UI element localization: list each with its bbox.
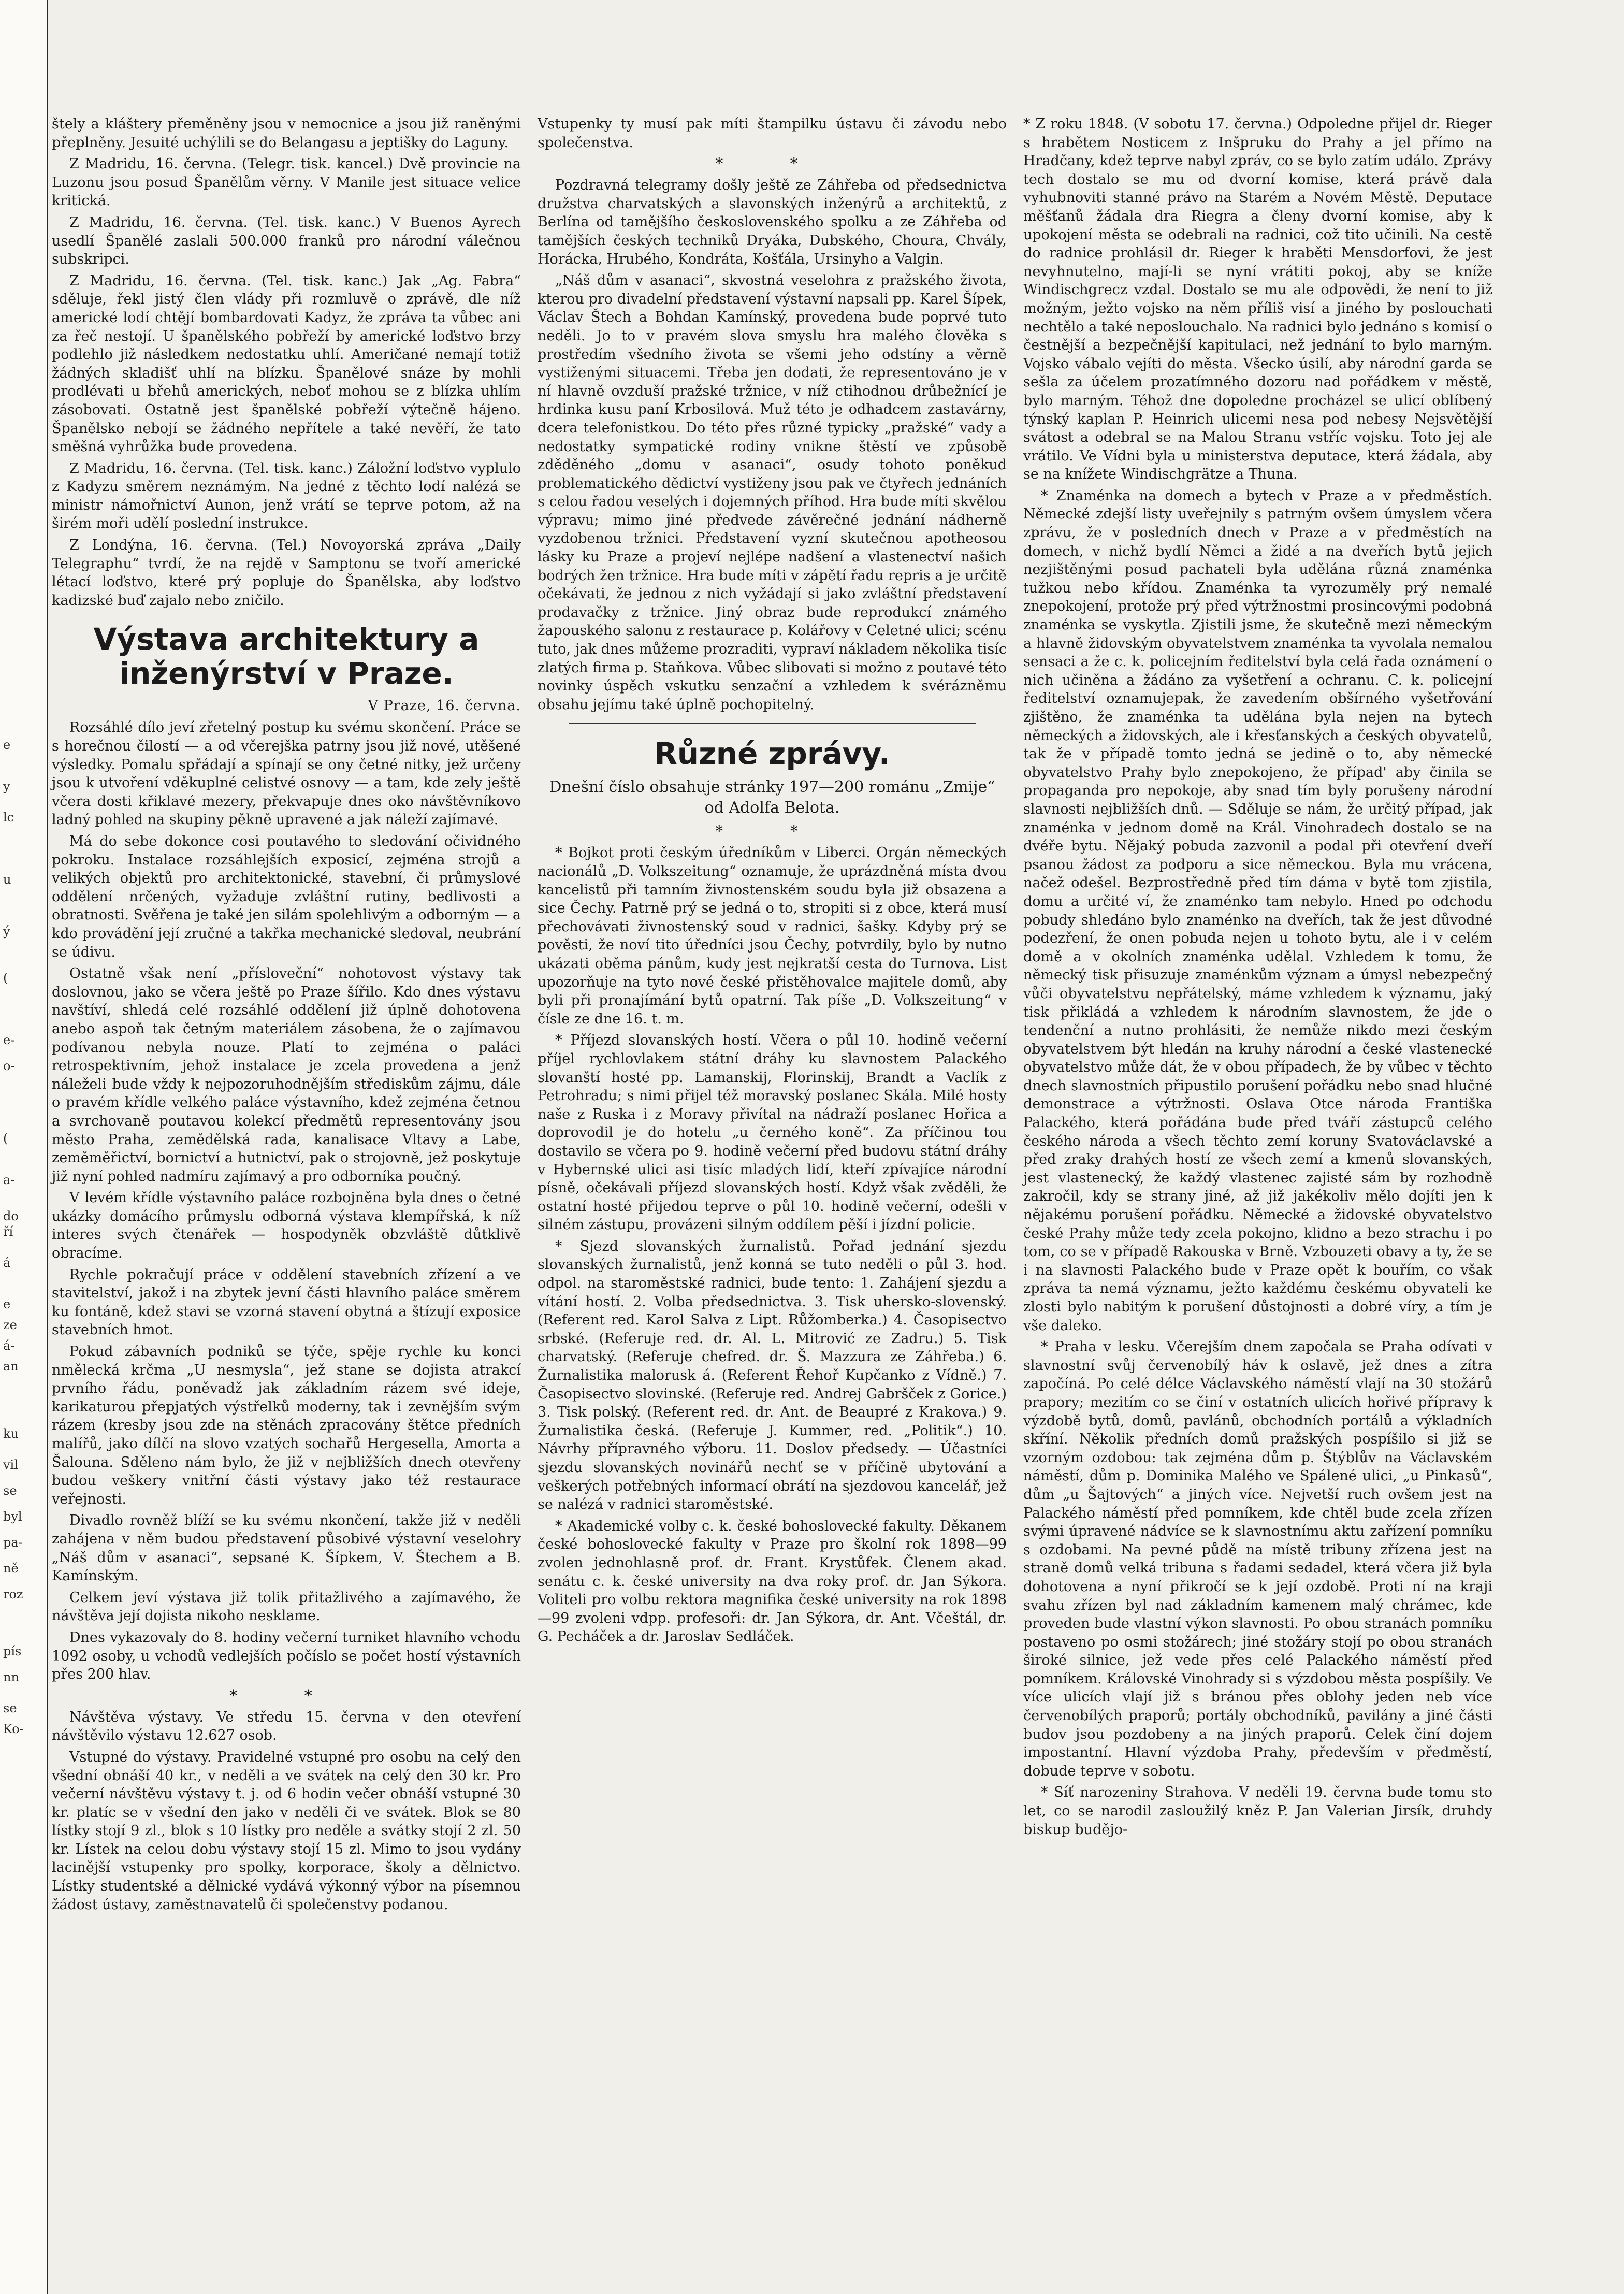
gutter-fragment: u (3, 872, 11, 887)
article-paragraph: * Z roku 1848. (V sobotu 17. června.) Odpoledne přijel dr. Rieger s hrabětem Nosticem z Inšpruku do Prahy a jel přímo na Hradčany, kdež teprve nabyl zpráv, co se bylo zatím událo. Zprávy tech dostalo se mu od dvorní komise, která právě dala vyhubnoviti stanné právo na Starém a Novém Městě. Deputace měšťanů žádala dra Riegra a členy dvorní komise, aby k upokojení města se odebrali na radnici, což tito učinili. Na cestě do radnice prohlásil dr. Rieger k hraběti Mensdorfovi, že jest nevyhnutelno, mají-li se nyní vrátiti pokoj, aby se kníže Windischgrecz vzdal. Dostalo se mu ale odpovědi, že není to již možným, ježto vojsko na něm příliš visí a jiného by poslouchati nechtělo a také neposlouchalo. Na radnici bylo jednáno s komisí o čestnější a bezpečnější kapitulaci, než jednání to bylo marným. Vojsko vábalo vejíti do města. Všecko úsilí, aby národní garda se sešla za účelem prozatímného dozoru nad pořádkem v městě, bylo marným. Téhož dne dopoledne procházel se ulicí oblíbený týnský kaplan P. Heinrich ulicemi nesa pod nebesy Nejsvětější svátost a odebral se na Malou Stranu vstříc vojsku. Toto jej ale vrátilo. Ve Vídni byla u ministerstva deputace, která žádala, aby se na knížete Windischgrätze a Thuna. (1023, 116, 1492, 483)
gutter-fragment: ( (3, 1131, 8, 1146)
article-paragraph: Má do sebe dokonce cosi poutavého to sledování očividného pokroku. Instalace rozsáhlejších exposicí, zejména strojů a velikých objektů pro architektonické, stavební, či průmyslové oddělení nrčených, vyžaduje zvláštní rutiny, bedlivosti a obratnosti. Svěřena je také jen silám spolehlivým a odborným — a kdo provádění její zručné a takřka mechanické sledoval, neubrání se údivu. (52, 833, 521, 960)
section-heading: Různé zprávy. (654, 736, 890, 772)
article-paragraph: Dnes vykazovaly do 8. hodiny večerní turniket hlavního vchodu 1092 osoby, u vchodů vedlejších počíslo se počet hostí výstavních přes 200 hlav. (52, 1629, 521, 1683)
article-paragraph: * Bojkot proti českým úředníkům v Liberci. Orgán německých nacionálů „D. Volkszeitung“ oznamuje, že uprázdněná místa dvou kancelistů při tamním živnostenském soudu byla již obsazena a sice Čechy. Patrně prý se jedná o to, stropiti si z obce, která musí přechovávati živnostenský soud v radnici, šašky. Kdyby prý se pověsti, že noví tito úředníci jsou Čechy, potvrdily, bylo by nutno ukázati oběma pánům, kudy jest nejkratší cesta do Turnova. List upozorňuje na tyto nové české přistěhovalce majitele domů, aby byli při pronajímání bytů opatrní. Tak píše „D. Volkszeitung“ v čísle ze dne 16. t. m. (538, 845, 1007, 1027)
gutter-fragment: do (3, 1209, 19, 1223)
gutter-fragment: nn (3, 1670, 19, 1684)
dateline: V Praze, 16. června. (368, 698, 521, 714)
article-paragraph: Rychle pokračují práce v oddělení stavebních zřízení a ve stavitelství, jakož i na zbytek jevní části hlavního paláce směrem ku fontáně, kdež stavi se vzorná stavení obytná a štízují exposice stavebních hmot. (52, 1266, 521, 1338)
newspaper-page (50, 115, 1495, 2264)
gutter-fragment: ze (3, 1318, 17, 1332)
article-paragraph: Z Madridu, 16. června. (Tel. tisk. kanc.) Jak „Ag. Fabra“ sděluje, řekl jistý člen vlády při rozmluvě o zprávě, dle níž americké lodí chtějí bombardovati Kadyz, že zpráva ta vůbec ani za řeč nestojí. U španělského pobřeží by americké loďstvo brzy podlehlo již následkem nedostatku uhlí. Američané nemají totiž žádných skladišť uhlí na blízku. Španělové snáze by mohli prodlévati u břehů amerických, neboť mohou se z blízka uhlím zásobovati. Ostatně jest španělské pobřeží výtečně hájeno. Španělsko nebojí se žádného nepřítele a také nevěří, že tato směšná vyhrůžka bude provedena. (52, 272, 521, 455)
section-separator: * * (715, 155, 829, 174)
article-paragraph: * Příjezd slovanských hostí. Včera o půl 10. hodině večerní příjel rychlovlakem státní dráhy ku slavnostem Palackého slovanští hosté pp. Lamanskij, Florinskij, Brandt a Vaclík z Petrohradu; s nimi přijel též moravský poslanec Skála. Milé hosty naše z Ruska i z Moravy přivítal na nádraží poslanec Hořica a doprovodil je do hotelu „u černého koně“. Za příčinou tou dostavilo se včera po 9. hodině večerní před budovu státní dráhy v Hybernské ulici asi tisíc mladých lidí, kteří zpívajíce národní písně, očekávali příjezd slovanských hostí. Když však zvěděli, že ostatní hosté přijedou teprve o půl 10. hodině večerní, odešli v silném zástupu, provázeni silným oddílem pěší i jízdní policie. (538, 1032, 1007, 1233)
article-paragraph: Vstupenky ty musí pak míti štampilku ústavu či závodu nebo společenstva. (538, 116, 1007, 151)
gutter-fragment: roz (3, 1587, 23, 1602)
gutter-fragment: e (3, 738, 11, 752)
gutter-fragment: ří (3, 1224, 13, 1239)
gutter-fragment: vil (3, 1458, 18, 1472)
gutter-fragment: pa- (3, 1535, 23, 1550)
column-right (1021, 115, 1495, 2264)
gutter-fragment: e- (3, 1033, 15, 1047)
horizontal-rule (569, 723, 976, 724)
gutter-fragment: ku (3, 1426, 19, 1441)
column-middle (535, 115, 1009, 2264)
gutter-fragment: an (3, 1359, 19, 1374)
gutter-fragment: ně (3, 1561, 19, 1576)
article-paragraph: Divadlo rovněž blíží se ku svému nkončení, takže již v neděli zahájena v něm budou představení působivé výstavní veselohry „Náš dům v asanaci“, sepsané K. Šípkem, V. Štechem a B. Kamínským. (52, 1512, 521, 1584)
article-paragraph: Rozsáhlé dílo jeví zřetelný postup ku svému skončení. Práce se s horečnou čilostí — a od včerejška patrny jsou již nové, utěšené výsledky. Pomalu spřádají a spínají se ony četné nitky, jež určeny jsou k utvoření vděkuplné celistvé osnovy — a tam, kde zely ještě včera dosti křiklavé mezery, překvapuje dnes oko návštěvníkovo ladný pohled na skupiny pěkně upravené a jak náleží zajímavé. (52, 719, 521, 828)
gutter-fragment: se (3, 1701, 17, 1715)
article-paragraph: Z Madridu, 16. června. (Tel. tisk. kanc.) Záložní loďstvo vyplulo z Kadyzu směrem neznámým. Na jedné z těchto lodí nalézá se ministr námořnictví Aunon, jenž vrátí se teprve potom, až na širém moři udělí poslední instrukce. (52, 460, 521, 532)
gutter-fragment: se (3, 1483, 17, 1498)
article-paragraph: Z Madridu, 16. června. (Tel. tisk. kanc.) V Buenos Ayrech usedlí Španělé zaslali 500.000 franků pro národní válečnou subskripci. (52, 214, 521, 268)
gutter-fragment: Ko- (3, 1722, 24, 1736)
article-paragraph: * Sjezd slovanských žurnalistů. Pořad jednání sjezdu slovanských žurnalistů, jenž konná se tuto neděli o půl 3. hod. odpol. na staroměstské radnici, bude tento: 1. Zahájení sjezdu a vítání hostí. 2. Volba předsednictva. 3. Tisk uhersko-slovenský. (Referent red. Karol Salva z Lipt. Růžomberka.) 4. Časopisectvo srbské. (Referuje red. dr. Al. L. Mitrović ze Zadru.) 5. Tisk charvatský. (Referuje chefred. dr. Š. Mazzura ze Záhřeba.) 6. Žurnalistika malorusk á. (Referent Řehoř Kupčanko z Vídně.) 7. Časopisectvo slovinské. (Referuje red. Andrej Gabršček z Gorice.) 3. Tisk polský. (Referent red. dr. Ant. de Beaupré z Krakova.) 9. Žurnalistika česká. (Referuje J. Kummer, red. „Politik“.) 10. Návrhy přípravného výboru. 11. Doslov předsedy. — Účastníci sjezdu slovanských novinářů nechť se v příčině ubytování a veškerých potřebných informací obrátí na sjezdovou kancelář, jež se nalézá v radnici staroměstské. (538, 1238, 1007, 1513)
article-paragraph: * Praha v lesku. Včerejším dnem započala se Praha odívati v slavnostní svůj červenobílý háv k oslavě, jež dnes a zítra započíná. Po celé délce Václavského náměstí vlají na 30 stožárů prapory; mezitím co se činí v ostatních ulicích hořivé přípravy k výzdobě bytů, domů, pavlánů, obchodních portálů a výkladních skříní. Několik předních domů pražských pospíšilo si již se vzorným ozdobou: tak zejména dům p. Štýblův na Václavském náměstí, dům p. Dominika Malého ve Spálené ulici, „u Pinkasů“, dům „u Šajtových“ a jiných více. Nejvetší ruch ovšem jest na Palackého náměstí před pomníkem, kde chtěl bude zcela zřízen svými úpravené nádvíce se k slavnostnímu aktu zařízení pomníku s ozdobami. Na pevné půdě na místě tribuny zřízena jest na straně domů velká tribuna s řadami sedadel, která včera již byla dohotovena a nyní přikročí se k její ozdobě. Proti ní na kraji svahu zřízen byl nad základním kamenem malý chrámec, kde proveden bude vlastní výkon slavnosti. Po obou stranách pomníku postaveno po osmi stožárech; jiné stožáry stojí po obou stranách široké silnice, jež vede přes celé Palackého náměstí před pomníkem. Královské Vinohrady si s výzdobou města pospíšily. Ve více ulicích vlají již s bránou přes oblohy jeden neb více červenobílých praporů; portály obchodníků, pavilány a jiné části budov jsou pozdobeny a na jiných praporů. Celek činí dojem impostantní. Hlavní výzdoba Prahy, především v předměstí, dobude teprve v sobotu. (1023, 1339, 1492, 1779)
gutter-fragment: byl (3, 1509, 22, 1524)
article-paragraph: * Znaménka na domech a bytech v Praze a v předměstích. Německé zdejší listy uveřejnily s patrným ovšem úmyslem včera zprávu, že v posledních dnech v Praze a v předměstích na domech, v nichž bydlí Němci a židé a na dveřích bytů jejich nezjištěnými posud pachateli byla udělána různá znaménka tužkou nebo křídou. Znaménka ta vyrozuměly prý nemalé znepokojení, protože prý před výtržnostmi prosincovými podobná znaménka se vyskytla. Zjistili jsme, že skutečně mezi německým a hlavně židovským obyvatelstvem znaménka ta vyvolala nemalou sensaci a že c. k. policejním ředitelství byla celá řada oznámení o nich učiněna a žádáno za vyšetření a ochranu. C. k. policejní ředitelství oznamujepak, že zavedením obšírného vyšetřování zjištěno, že znaménka ta udělána byla nejen na bytech německých a židovských, ale i křesťanských a českých obyvatelů, tak že v případě tomto jedná se jedině o to, aby německé obyvatelstvo Prahy bylo znepokojeno, že případ' aby činila se propaganda pro nepokoje, aby snad tím byly porušeny národní slavnosti nejbližších dnů. — Sděluje se nám, že určitý případ, jak znaménka v jednom domě na Král. Vinohradech dostalo se na dvéře bytu. Nějaký pobuda zazvonil a podal při otevření dveří psanou žádost za podporu a sice německou. Byla mu vrácena, načež odešel. Bezprostředně před tím dáma v bytě tom zjistila, domu a určité ví, že znaménko tam nebylo. Hned po odchodu pobudy shledáno bylo znaménko na dveřích, tak že jest důvodné podezření, že onen pobuda nejen u tohoto bytu, ale i v celém domě a v okolních znaménka udělal. Vzhledem k tomu, že německý tisk přisuzuje znaménkům význam a úmysl nebezpečný vůči obyvatelstvu nepřátelský, máme vzhledem k významu, jaký tisk přikládá a vzhledem k národním slavnostem, že jde o tendenční a nutno prohlásiti, že nemůže nikdo mezi českým obyvatelstvem být hledán na kruhy národní a české vlastenecké obyvatelstvo může dát, že v obou případech, že by vůbec v těchto dnech slavnostních připustilo porušení pořádku nebo snad hlučné demonstrace a výtržnosti. Oslava Otce národa Františka Palackého, která pořádána bude před tváří zástupců celého českého národa a všech těchto zemí koruny Svatováclavské a před zraky drahých hostí ze všech zemí a kmenů slovanských, jest vlastenecký, že každý vlastenec zajisté sám by rozhodně zakročil, kdy se strany jiné, až již jakékoliv mělo dojíti jen k nějakému porušení pořádku. Německé a židovské obyvatelstvo české Prahy může tedy zcela pokojno, klidno a bezo strachu i po tom, co se v případě Rakouska v Brně. Vzbouzeti obavy a ty, že se i na slavnosti Palackého bude v Praze opět k bouřím, co však zpráva ta nemá významu, ježto každému českému obyvateli ke zlosti bylo nabitým k porušení důstojnosti a dobré víry, a tím je vše daleko. (1023, 487, 1492, 1334)
gutter-fragment: e (3, 1297, 11, 1311)
article-paragraph: štely a kláštery přeměněny jsou v nemocnice a jsou již raněnými přeplněny. Jesuité uchýlili se do Belangasu a jeptišky do Laguny. (52, 116, 521, 151)
article-paragraph: V levém křídle výstavního paláce rozbojněna byla dnes o četné ukázky domácího průmyslu odborná výstava klempířská, k níž interes svých čtenářek — hospodyněk obzvláště důtklivě obracíme. (52, 1190, 521, 1262)
column-left (50, 115, 523, 2264)
article-paragraph: Pozdravná telegramy došly ještě ze Záhřeba od předsednictva družstva charvatských a slavonských inženýrů a architektů, z Berlína od tamějšího československého spolku a ze Záhřeba od tamějších českých techniků Dryáka, Dubského, Choura, Chvály, Horácka, Hrubého, Kondráta, Košťála, Ursinyho a Valgin. (538, 177, 1007, 267)
article-paragraph: „Náš dům v asanaci“, skvostná veselohra z pražského života, kterou pro divadelní představení výstavní napsali pp. Karel Šípek, Václav Štech a Bohdan Kamínský, provedena bude poprvé tuto neděli. Jo to v pravém slova smyslu hra malého člověka s prostředím všedního života se všemi jeho odstíny a věrně vystiženými situacemi. Třeba jen dodati, že representováno je v ní hlavně ovzduší pražské tržnice, v níž ctihodnou drůbežnící je hrdinka kusu paní Krbosilová. Muž této je odhadcem zastavárny, dcera telefonistkou. Do této přes různé typicky „pražské“ vady a nedostatky sympatické rodiny vnikne štěstí ve způsobě zděděného „domu v asanaci“, osudy tohoto poněkud problematického dědictví vystiženy jsou pak ve čtyřech jednáních s celou řadou veselých i dojemných příhod. Hra bude míti skvělou výpravu; mimo jiné předvede závěrečné jednání nádherně vyzdobenou tržnici. Představení vyzní skutečnou apotheosou lásky ku Praze a projeví nejlépe nadšení a vlastenectví našich bodrých žen tržnice. Hra bude míti v zápětí řadu repris a je určitě očekávati, že jednou z nich vyžádají si jako zvláštní představení prodavačky z tržnice. Jiný obraz bude reprodukcí známého žapouského salonu z restaurace p. Kolářovy v Celetné ulici; scénu tuto, jak dnes můžeme prozraditi, vypraví nákladem několika tisíc zlatých firma p. Staňkova. Vůbec slibovati si možno z poutavé této novinky úspěch vskutku senzační a vzhledem k svérázněmu obsahu jejímu také úplně pochopitelný. (538, 272, 1007, 713)
article-paragraph: Pokud zábavních podniků se týče, spěje rychle ku konci nmělecká krčma „U nesmysla“, jež stane se dojista atrakcí prvního řádu, poněvadž jak základním rázem své ideje, karikaturou přepjatých výstřelků moderny, tak i zevnějším svým rázem (kresby jsou zde na stěnách zpracovány štětce předních malířů, jako dílčí na slovo vzatých sochařů Hergesella, Amorta a Šalouna. Sděleno nám bylo, že již v nejbližších dnech otevřeny budou veškery vnitřní části výstavy jako též restaurace veřejnosti. (52, 1344, 521, 1507)
gutter-fragment: lc (3, 810, 15, 825)
article-paragraph: Celkem jeví výstava již tolik přitažlivého a zajímavého, že návštěva její dojista nikoho nesklame. (52, 1589, 521, 1624)
gutter-fragment: á- (3, 1338, 15, 1353)
gutter-fragment: á (3, 1256, 11, 1270)
gutter-fragment: ý (3, 924, 10, 939)
article-paragraph: Vstupné do výstavy. Pravidelné vstupné pro osobu na celý den všední obnáší 40 kr., v neděli a ve svátek na celý den 30 kr. Pro večerní návštěvu výstavy t. j. od 6 hodin večer obnáší vstupné 30 kr. platíc se v všední den jako v neděli či ve svátek. Blok se 80 lístky stojí 9 zl., blok s 10 lístky pro neděle a svátky stojí 2 zl. 50 kr. Lístek na celou dobu výstavy stojí 15 zl. Mimo to jsou vydány lacinější vstupenky pro spolky, korporace, školy a dělnictvo. Lístky studentské a dělnické vydává výkonný výbor na písemnou žádost ústavy, zaměstnavatelů či společenstvy podanou. (52, 1749, 521, 1913)
gutter-fragment: o- (3, 1059, 15, 1073)
section-separator: * * (715, 823, 829, 841)
article-paragraph: Ostatně však není „přísloveční“ nohotovost výstavy tak doslovnou, jako se včera ještě po Praze šířilo. Kdo dnes výstavu navštíví, shledá celé rozsáhlé oddělení již úplně dohotovena anebo aspoň tak četným materiálem zásobena, že o zajímavou podívanou nebyla nouze. Platí to zejména o paláci retrospektivním, jehož instalace je zcela provedena a jenž náleželi bude vždy k nejpozoruhodnějším střediskům zájmu, dále o pravém křídle velkého paláce výstavního, kdež zejména četnou a svrchovaně poutavou kolekcí předmětů representovány jsou město Praha, zemědělská rada, kanalisace Vltavy a Labe, zeměměřictví, bornictví a hutnictví, pak o strojovně, jež poskytuje již nyní pohled nadmíru zajímavý a pro odborníka poučný. (52, 965, 521, 1185)
gutter-fragment: ( (3, 971, 8, 985)
section-separator: * * (229, 1686, 343, 1705)
article-paragraph: Návštěva výstavy. Ve středu 15. června v den otevření návštěvilo výstavu 12.627 osob. (52, 1709, 521, 1744)
article-paragraph: Z Madridu, 16. června. (Telegr. tisk. kancel.) Dvě provincie na Luzonu jsou posud Španělům věrny. V Manile jest situace velice kritická. (52, 156, 521, 209)
article-paragraph: Z Londýna, 16. června. (Tel.) Novoyorská zpráva „Daily Telegraphu“ tvrdí, že na rejdě v Samptonu se tvoří americké létací loďstvo, které prý popluje do Španělska, aby loďstvo kadizské buď zajalo nebo zničilo. (52, 537, 521, 609)
article-paragraph: * Síť narozeniny Strahova. V neděli 19. června bude tomu sto let, co se narodil zasloužilý kněz P. Jan Valerian Jirsík, druhdy biskup budějo- (1023, 1784, 1492, 1838)
gutter-fragment: pís (3, 1644, 22, 1658)
article-paragraph: * Akademické volby c. k. české bohoslovecké fakulty. Děkanem české bohoslovecké fakulty v Praze pro školní rok 1898—99 zvolen jednohlasně prof. dr. Frant. Krystůfek. Členem akad. senátu c. k. české university na dva roky prof. dr. Jan Sýkora. Voliteli pro volbu rektora magnifika české university na rok 1898—99 zvoleni vdpp. profesoři: dr. Jan Sýkora, dr. Ant. Včeštál, dr. G. Pecháček a dr. Jaroslav Sedláček. (538, 1518, 1007, 1645)
gutter-fragment: a- (3, 1173, 15, 1187)
section-heading: Výstava architektury a inženýrství v Praze. (93, 622, 480, 691)
gutter-fragment: y (3, 779, 10, 793)
serial-note: Dnešní číslo obsahuje stránky 197—200 románu „Zmije“ od Adolfa Belota. (549, 778, 995, 817)
